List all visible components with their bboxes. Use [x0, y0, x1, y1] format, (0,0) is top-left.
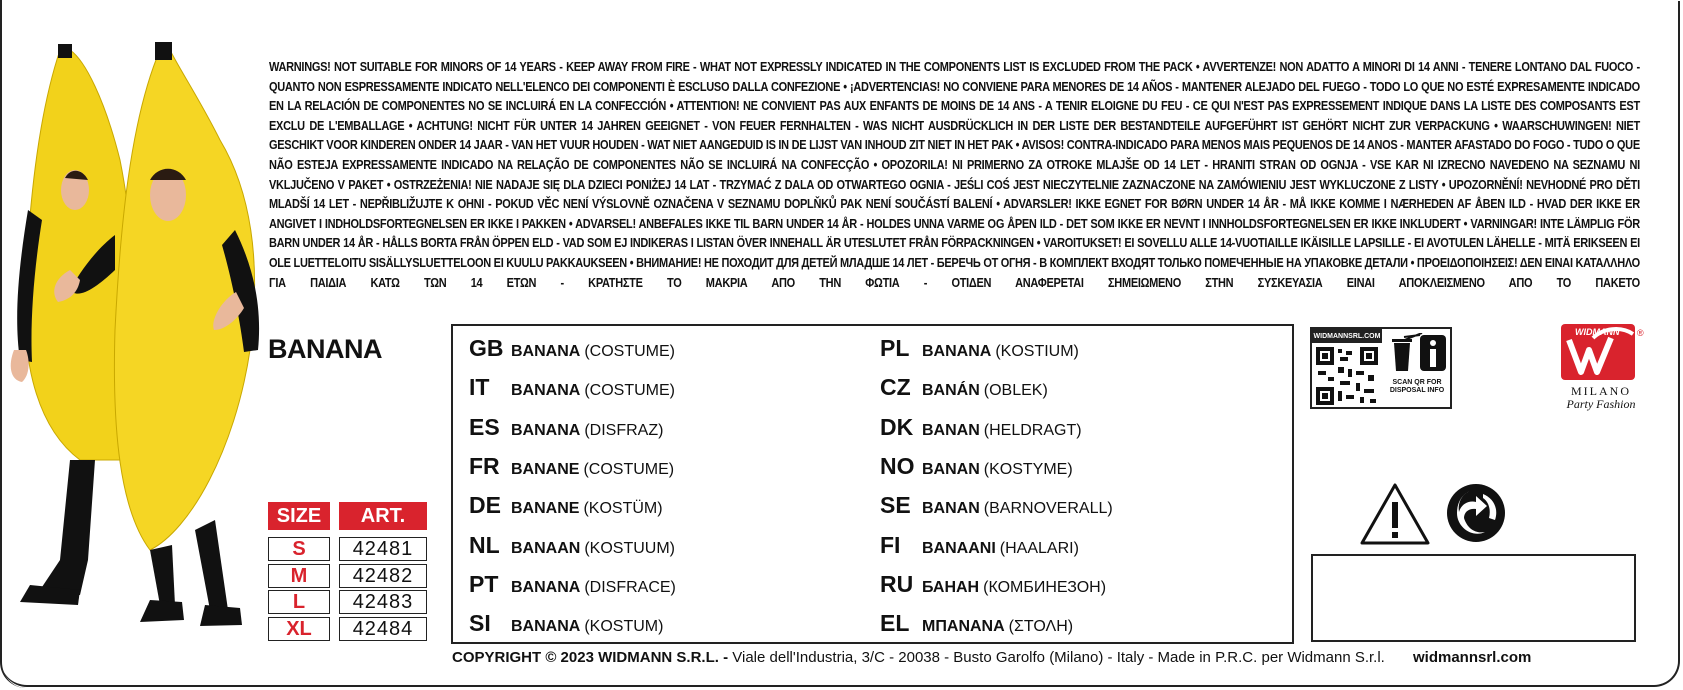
art-header: ART. — [339, 502, 427, 530]
logo-brand-name: WIDMANN — [1575, 327, 1620, 337]
blank-label-box — [1311, 554, 1636, 642]
translation-no: NO BANAN (KOSTYME) — [880, 453, 1073, 479]
translation-se: SE BANAN (BARNOVERALL) — [880, 492, 1113, 518]
translation-es: ES BANANA (DISFRAZ) — [469, 414, 664, 440]
translations-box — [451, 324, 1294, 644]
logo-registered-mark: ® — [1637, 328, 1644, 338]
translation-dk: DK BANAN (HELDRAGT) — [880, 414, 1082, 440]
product-name: BANANA — [268, 334, 382, 364]
qr-code-icon — [1316, 347, 1378, 405]
size-header: SIZE — [268, 502, 330, 530]
art-cell-xl: 42484 — [339, 617, 427, 641]
translation-nl: NL BANAAN (KOSTUUM) — [469, 532, 675, 558]
size-cell-s: S — [268, 537, 330, 561]
translation-pl: PL BANANA (KOSTIUM) — [880, 335, 1079, 361]
qr-scan-label: SCAN QR FOR DISPOSAL INFO — [1389, 379, 1445, 394]
size-cell-xl: XL — [268, 617, 330, 641]
qr-disposal-box — [1310, 327, 1452, 409]
art-cell-m: 42482 — [339, 564, 427, 588]
translation-ru: RU БАНАН (КОМБИНЕЗОН) — [880, 571, 1107, 597]
translation-pt: PT BANANA (DISFRACE) — [469, 571, 676, 597]
art-cell-l: 42483 — [339, 590, 427, 614]
company-address: Viale dell'Industria, 3/C - 20038 - Busto Garolfo (Milano) - Italy - Made in P.R.C. per Widmann S.r.l. — [728, 649, 1385, 666]
warning-triangle-icon — [1359, 482, 1431, 546]
logo-city: MILANO — [1571, 384, 1631, 398]
translation-cz: CZ BANÁN (OBLEK) — [880, 374, 1048, 400]
translation-it: IT BANANA (COSTUME) — [469, 374, 675, 400]
qr-top-label: WIDMANNSRL.COM — [1312, 329, 1382, 343]
copyright-line — [452, 649, 1385, 666]
info-icon — [1420, 335, 1446, 371]
warnings-text: WARNINGS! NOT SUITABLE FOR MINORS OF 14 YEARS - KEEP AWAY FROM FIRE - WHAT NOT EXPRESSLY INDICATED IN THE COMPONENTS LIST IS EXCLUDED FROM THE PACK • AVVERTENZE! NON ADATTO A MINORI DI 14 ANNI - TENERE LONTANO DAL FUOCO - QUANTO NON ESPRESSAMENTE INDICATO NELL'ELENCO DEI COMPONENTI È ESCLUSO DALLA CONFEZIONE • ¡ADVERTENCIAS! NO CONVIENE PARA MENORES DE 14 AÑOS - MANTENER ALEJADO DEL FUEGO - TODO LO QUE NO ESTÉ EXPRESAMENTE INDICADO EN LA RELACIÓN DE COMPONENTES NO SE INCLUIRÁ EN LA CONFECCIÓN • ATTENTION! NE CONVIENT PAS AUX ENFANTS DE MOINS DE 14 ANS - A TENIR ELOIGNE DU FEU - CE QUI N'EST PAS EXPRESSEMENT INDIQUE DANS LA LISTE DES COMPOSANTS EST EXCLU DE L'EMBALLAGE • ACHTUNG! NICHT FÜR UNTER 14 JAHREN GEEIGNET - VON FEUER FERNHALTEN - WAS NICHT AUSDRÜCKLICH IN DER LISTE DER BESTANDTEILE AUFGEFÜHRT IST GEHÖRT NICHT ZUR VERPACKUNG • WAARSCHUWINGEN! NIET GESCHIKT VOOR KINDEREN ONDER 14 JAAR - VAN HET VUUR HOUDEN - WAT NIET AANGEDUID IS IN DE LIJST VAN INHOUD ZIT NIET IN HET PAK • AVISOS! CONTRA-INDICADO PARA MENOS MAIS PEQUENOS DE 14 ANOS - MANTER AFASTADO DO FOGO - TUDO O QUE NÃO ESTEJA EXPRESSAMENTE INDICADO NA RELAÇÃO DE COMPONENTES NÃO SE INCLUIRÁ NA CONFECÇÃO • OPOZORILA! NI PRIMERNO ZA OTROKE MLAJŠE OD 14 LET - HRANITI STRAN OD OGNJA - VSE KAR NI IZRECNO NAVEDENO NA SEZNAMU NI VKLJUČENO V PAKET • OSTRZEŻENIA! NIE NADAJE SIĘ DLA DZIECI PONIŻEJ 14 LAT - TRZYMAĆ Z DALA OD OTWARTEGO OGNIA - JEŚLI COŚ JEST NIECZYTELNIE ZAZNACZONE NA ZAMÓWIENIU JEST WYKLUCZONE Z LISTY • UPOZORNĚNÍ! NEVHODNÉ PRO DĚTI MLADŠÍ 14 LET - NEPŘIBLIŽUJTE K OHNI - POKUD VĚC NENÍ VÝSLOVNĚ OZNAČENA V SEZNAMU DOPLŇKŮ PAK NENÍ SOUČÁSTÍ BALENÍ • ADVARSLER! IKKE EGNET FOR BØRN UNDER 14 ÅR - MÅ IKKE KOMME I NÆRHEDEN AF ÅBEN ILD - HVAD DER IKKE ER ANGIVET I INDHOLDSFORTEGNELSEN ER IKKE I PAKKEN • ADVARSEL! ANBEFALES IKKE TIL BARN UNDER 14 ÅR - HOLDES UNNA VARME OG ÅPEN ILD - DET SOM IKKE ER NEVNT I INNHOLDSFORTEGNELSEN ER IKKE INKLUDERT • VARNINGAR! INTE LÄMPLIG FÖR BARN UNDER 14 ÅR - HÅLLS BORTA FRÅN ÖPPEN ELD - VAD SOM EJ INDIKERAS I LISTAN ÖVER INNEHALL ÄR UTESLUTET FRÅN FÖRPACKNINGEN • VAROITUKSET! EI SOVELLU ALLE 14-VUOTIAILLE IKÄISILLE LAPSILLE - EI AVOTULEN LÄHELLE - MITÄ ERIKSEEN EI OLE LUETTELOITU SISÄLLYSLUETTELOON EI KUULU PAKKAUKSEEN • ВНИМАНИЕ! НЕ ПОХОДИТ ДЛЯ ДЕТЕЙ МЛАДШЕ 14 ЛЕТ - БЕРЕЧЬ ОТ ОГНЯ - В КОМПЛЕКТ ВХОДЯТ ТОЛЬКО ПОМЕЧЕННЫЕ НА УПАКОВКЕ ДЕТАЛИ • ΠΡΟΕΙΔΟΠΟΙΗΣΕΙΣ! ΔΕΝ ΕΙΝΑΙ ΚΑΤΑΛΛΗΛΟ ΓΙΑ ΠΑΙΔΙΑ ΚΑΤΩ ΤΩΝ 14 ΕΤΩΝ - ΚΡΑΤΗΣΤΕ ΤΟ ΜΑΚΡΙΑ ΑΠΟ ΤΗΝ ΦΩΤΙΑ - ΟΤΙΔΕΝ ΑΝΑΦΕΡΕΤΑΙ ΣΗΜΕΙΩΜΕΝΟ ΣΤΗΝ ΣΥΣΚΕΥΑΣΙΑ ΕΙΝΑΙ ΑΠΟΚΛΕΙΣΜΕΝΟ ΑΠΟ ΤΟ ΠΑΚΕΤΟ — [269, 59, 1640, 290]
green-dot-recycling-icon — [1445, 482, 1507, 544]
art-cell-s: 42481 — [339, 537, 427, 561]
copyright-bold: COPYRIGHT © 2023 WIDMANN S.R.L. - — [452, 649, 729, 666]
translation-gb: GB BANANA (COSTUME) — [469, 335, 675, 361]
logo-tagline: Party Fashion — [1566, 397, 1636, 411]
widmann-logo — [1555, 324, 1645, 414]
translation-el: EL ΜΠΑΝΑΝΑ (ΣΤΟΛΗ) — [880, 610, 1074, 636]
translation-si: SI BANANA (KOSTUM) — [469, 610, 664, 636]
banana-costume-photo — [0, 30, 270, 650]
size-cell-m: M — [268, 564, 330, 588]
size-cell-l: L — [268, 590, 330, 614]
translation-fr: FR BANANE (COSTUME) — [469, 453, 675, 479]
website-url: widmannsrl.com — [1413, 649, 1532, 666]
translation-de: DE BANANE (KOSTÜM) — [469, 492, 663, 518]
translation-fi: FI BANAANI (HAALARI) — [880, 532, 1079, 558]
recycle-bin-icon — [1390, 333, 1424, 375]
